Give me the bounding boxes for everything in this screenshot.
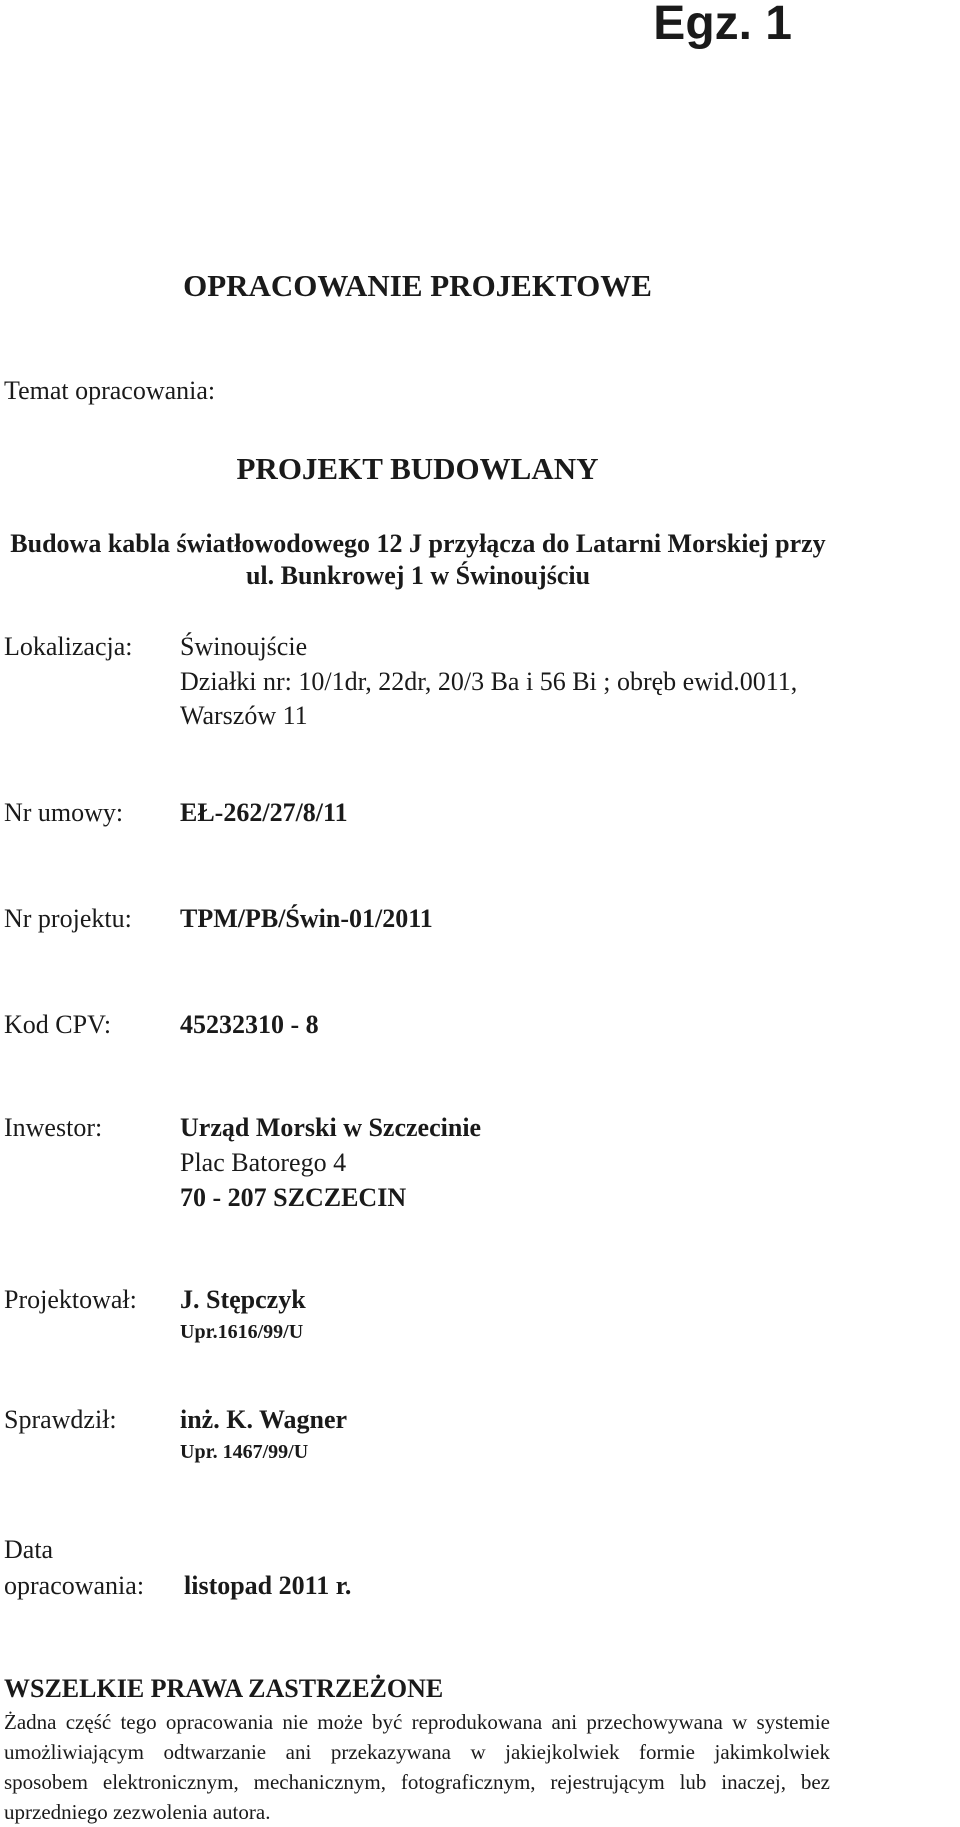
date-label-line-2: opracowania: xyxy=(4,1571,145,1600)
designer-name: J. Stępczyk xyxy=(180,1285,306,1314)
checker-license: Upr. 1467/99/U xyxy=(180,1441,309,1463)
project-subject xyxy=(4,528,832,592)
rights-line-4: uprzedniego zezwolenia autora. xyxy=(4,1800,271,1824)
rights-line-3: sposobem elektronicznym, mechanicznym, fotograficznym, rejestrującym lub inaczej, bez xyxy=(4,1770,830,1794)
investor-label: Inwestor: xyxy=(4,1113,103,1142)
location-label: Lokalizacja: xyxy=(4,632,133,661)
subject-line-1: Budowa kabla światłowodowego 12 J przyłącza do Latarni Morskiej przy xyxy=(10,529,826,558)
investor-name: Urząd Morski w Szczecinie xyxy=(180,1113,482,1142)
rights-line-2: umożliwiającym odtwarzanie ani przekazywana w jakiejkolwiek formie jakimkolwiek xyxy=(4,1740,830,1764)
date-label-line-1: Data xyxy=(4,1535,54,1564)
cpv-label: Kod CPV: xyxy=(4,1010,112,1039)
cpv-code: 45232310 - 8 xyxy=(180,1010,319,1039)
rights-notice xyxy=(4,1707,830,1827)
designer-license: Upr.1616/99/U xyxy=(180,1321,304,1343)
location-plots: Działki nr: 10/1dr, 22dr, 20/3 Ba i 56 Bi ; obręb ewid.0011, xyxy=(180,667,798,696)
checker-name: inż. K. Wagner xyxy=(180,1405,348,1434)
investor-city: 70 - 207 SZCZECIN xyxy=(180,1183,407,1212)
rights-heading: WSZELKIE PRAWA ZASTRZEŻONE xyxy=(4,1674,444,1703)
project-number: TPM/PB/Świn-01/2011 xyxy=(180,904,433,933)
checker-label: Sprawdził: xyxy=(4,1405,117,1434)
contract-number: EŁ-262/27/8/11 xyxy=(180,798,348,827)
project-number-label: Nr projektu: xyxy=(4,904,132,933)
investor-street: Plac Batorego 4 xyxy=(180,1148,347,1177)
location-district: Warszów 11 xyxy=(180,701,308,730)
rights-line-1: Żadna część tego opracowania nie może być reprodukowana ani przechowywana w systemie xyxy=(4,1710,830,1734)
copy-number: Egz. 1 xyxy=(653,0,792,50)
date-value: listopad 2011 r. xyxy=(184,1571,352,1600)
contract-label: Nr umowy: xyxy=(4,798,124,827)
project-type: PROJEKT BUDOWLANY xyxy=(236,451,599,486)
location-city: Świnoujście xyxy=(180,632,308,661)
designer-label: Projektował: xyxy=(4,1285,137,1314)
subject-label: Temat opracowania: xyxy=(4,376,216,405)
subject-line-2: ul. Bunkrowej 1 w Świnoujściu xyxy=(245,561,591,590)
document-title: OPRACOWANIE PROJEKTOWE xyxy=(183,268,652,303)
